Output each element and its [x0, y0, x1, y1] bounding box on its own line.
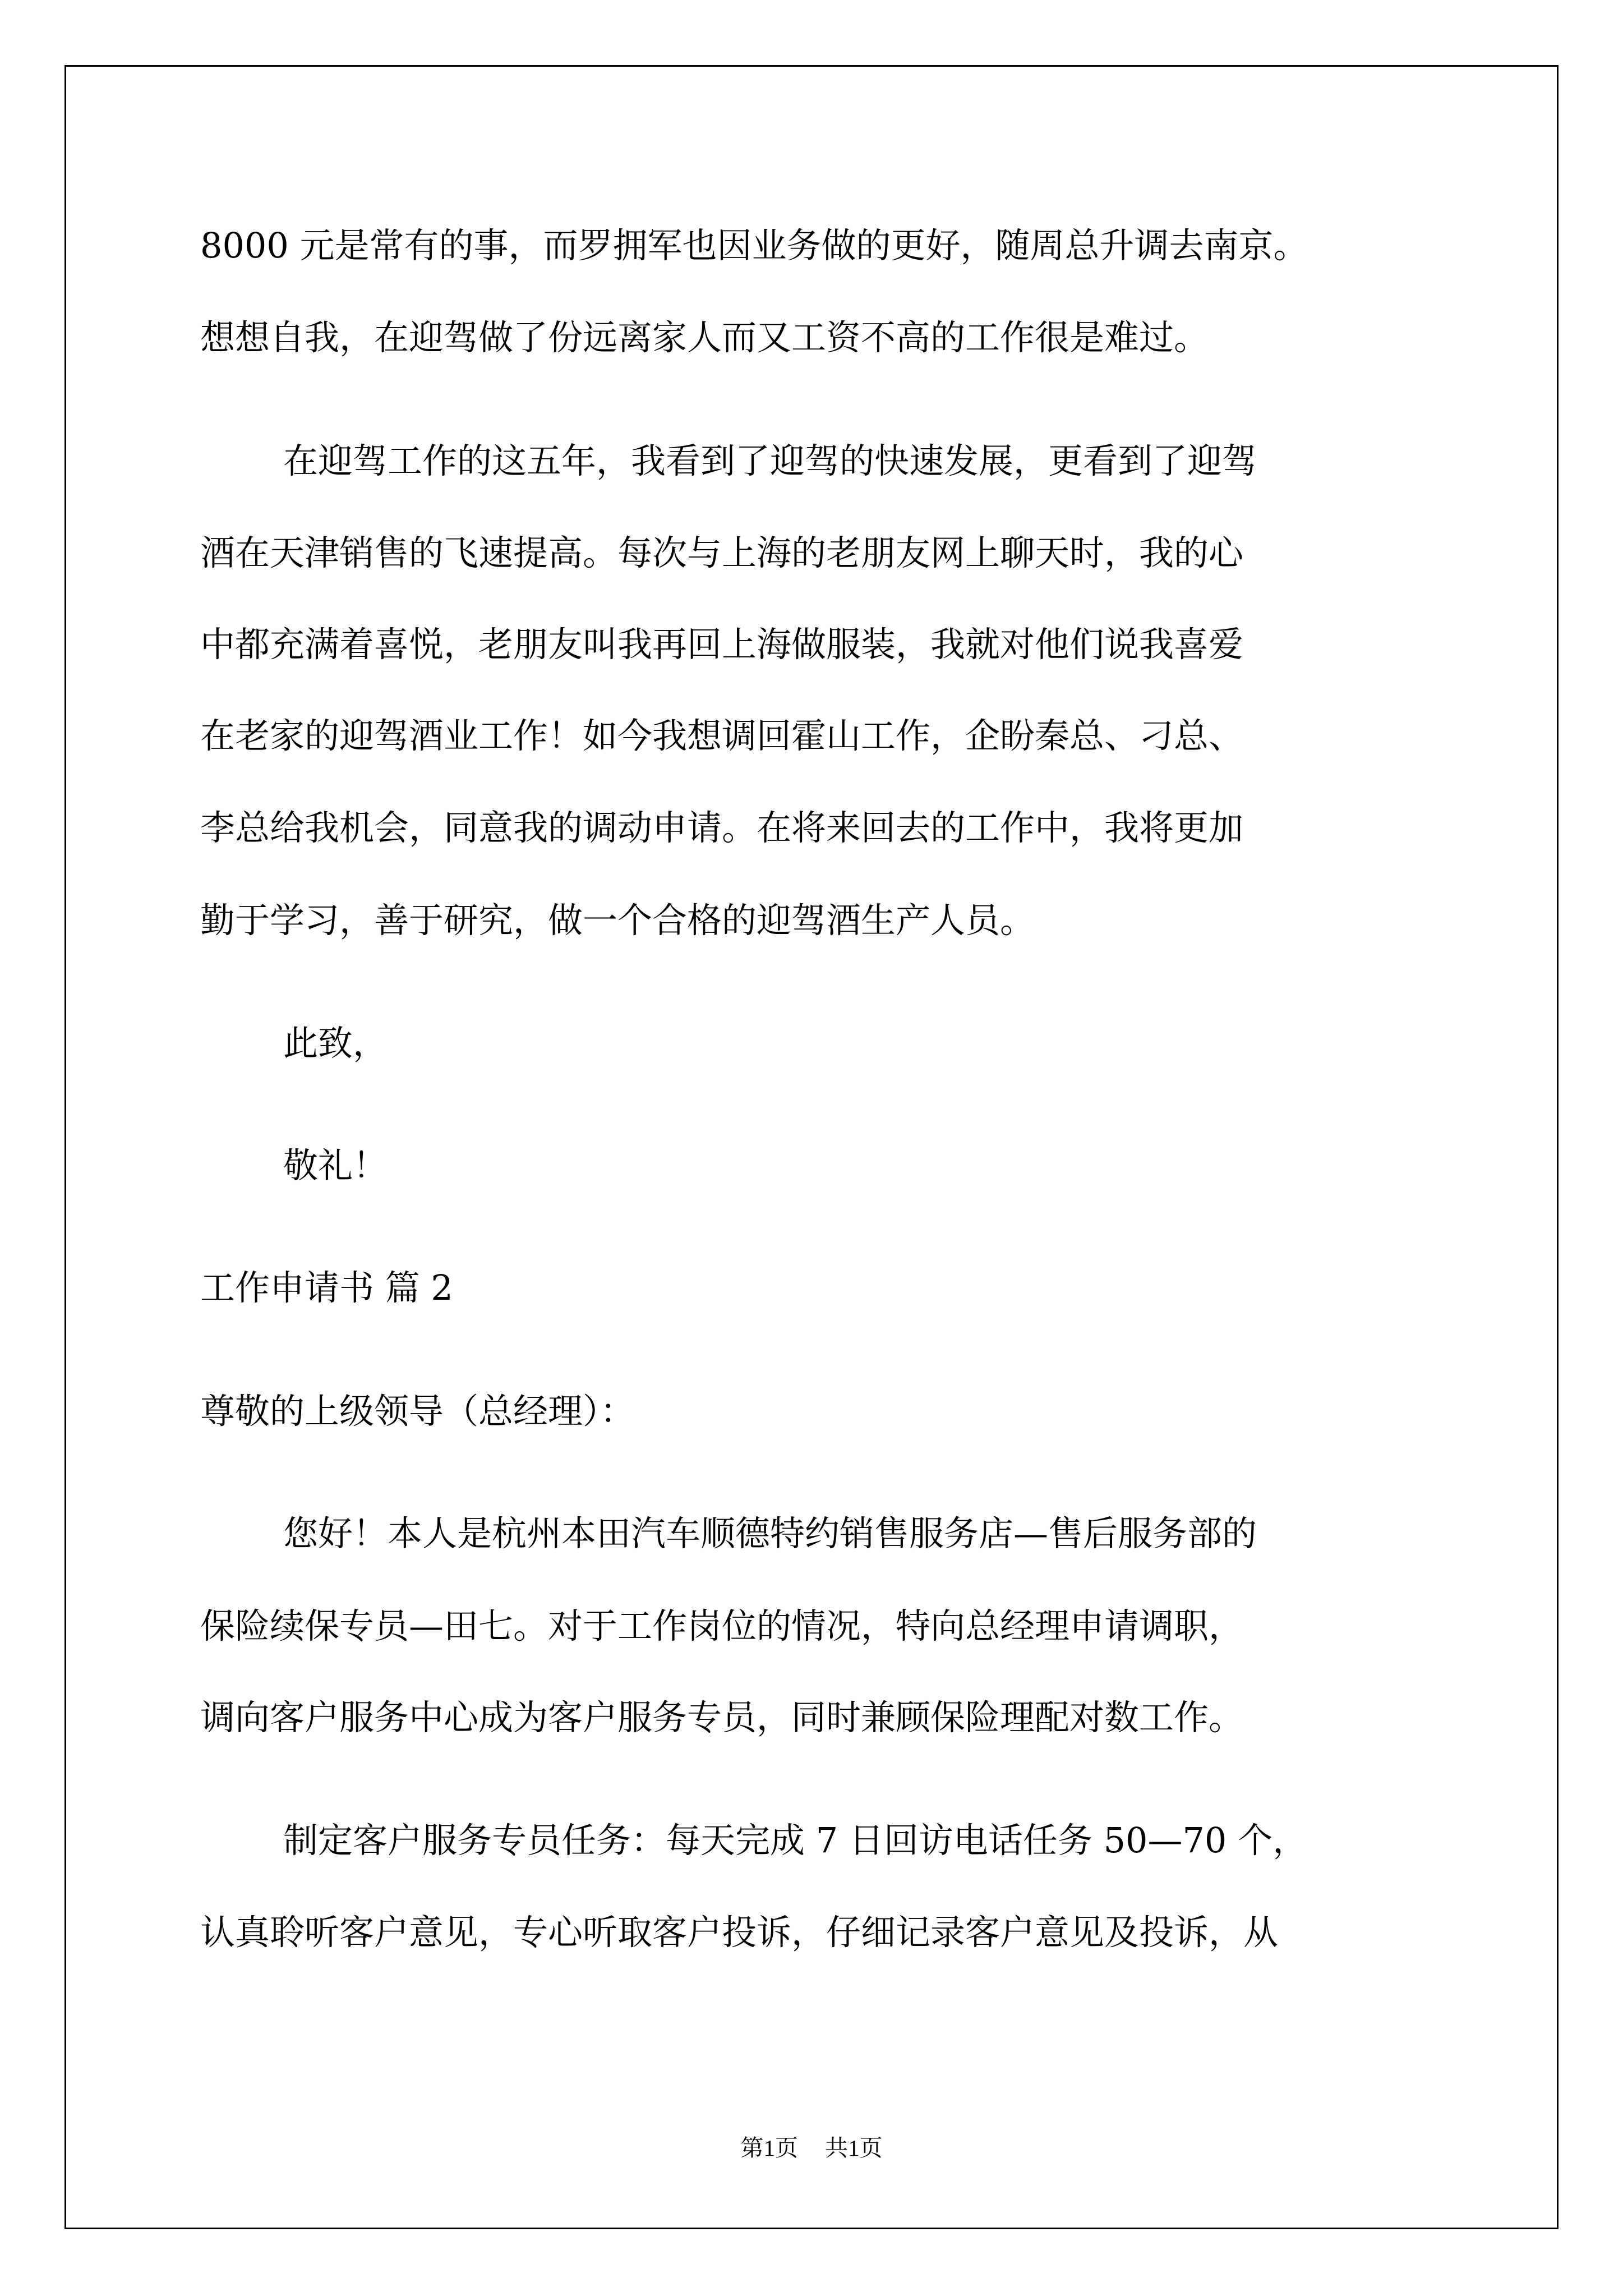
closing-regards: 敬礼！ — [283, 1145, 388, 1186]
paragraph-line: 您好！本人是杭州本田汽车顺德特约销售服务店—售后服务部的 — [283, 1513, 1257, 1554]
page-total: 共1页 — [825, 2135, 883, 2161]
paragraph-line: 在老家的迎驾酒业工作！如今我想调回霍山工作，企盼秦总、刁总、 — [200, 715, 1244, 756]
section-heading: 工作申请书 篇 2 — [200, 1267, 453, 1308]
paragraph-line: 酒在天津销售的飞速提高。每次与上海的老朋友网上聊天时，我的心 — [200, 532, 1244, 573]
paragraph-line: 在迎驾工作的这五年，我看到了迎驾的快速发展，更看到了迎驾 — [283, 440, 1257, 481]
paragraph-line: 想想自我，在迎驾做了份远离家人而又工资不高的工作很是难过。 — [200, 317, 1209, 358]
closing-salutation: 此致， — [283, 1023, 388, 1064]
paragraph-line: 制定客户服务专员任务：每天完成 7 日回访电话任务 50—70 个， — [283, 1820, 1308, 1861]
paragraph-line: 保险续保专员—田七。对于工作岗位的情况，特向总经理申请调职， — [200, 1605, 1244, 1646]
paragraph-line: 调向客户服务中心成为客户服务专员，同时兼顾保险理配对数工作。 — [200, 1697, 1244, 1738]
paragraph-line: 认真聆听客户意见，专心听取客户投诉，仔细记录客户意见及投诉，从 — [200, 1912, 1279, 1953]
paragraph-line: 中都充满着喜悦，老朋友叫我再回上海做服装，我就对他们说我喜爱 — [200, 624, 1244, 665]
page-number: 第1页 — [740, 2135, 798, 2161]
paragraph-line: 勤于学习，善于研究，做一个合格的迎驾酒生产人员。 — [200, 900, 1035, 941]
paragraph-line: 8000 元是常有的事，而罗拥军也因业务做的更好，随周总升调去南京。 — [200, 225, 1308, 266]
page-footer — [0, 2134, 1623, 2162]
paragraph-line: 李总给我机会，同意我的调动申请。在将来回去的工作中，我将更加 — [200, 807, 1244, 848]
letter-greeting: 尊敬的上级领导（总经理）： — [200, 1391, 635, 1432]
